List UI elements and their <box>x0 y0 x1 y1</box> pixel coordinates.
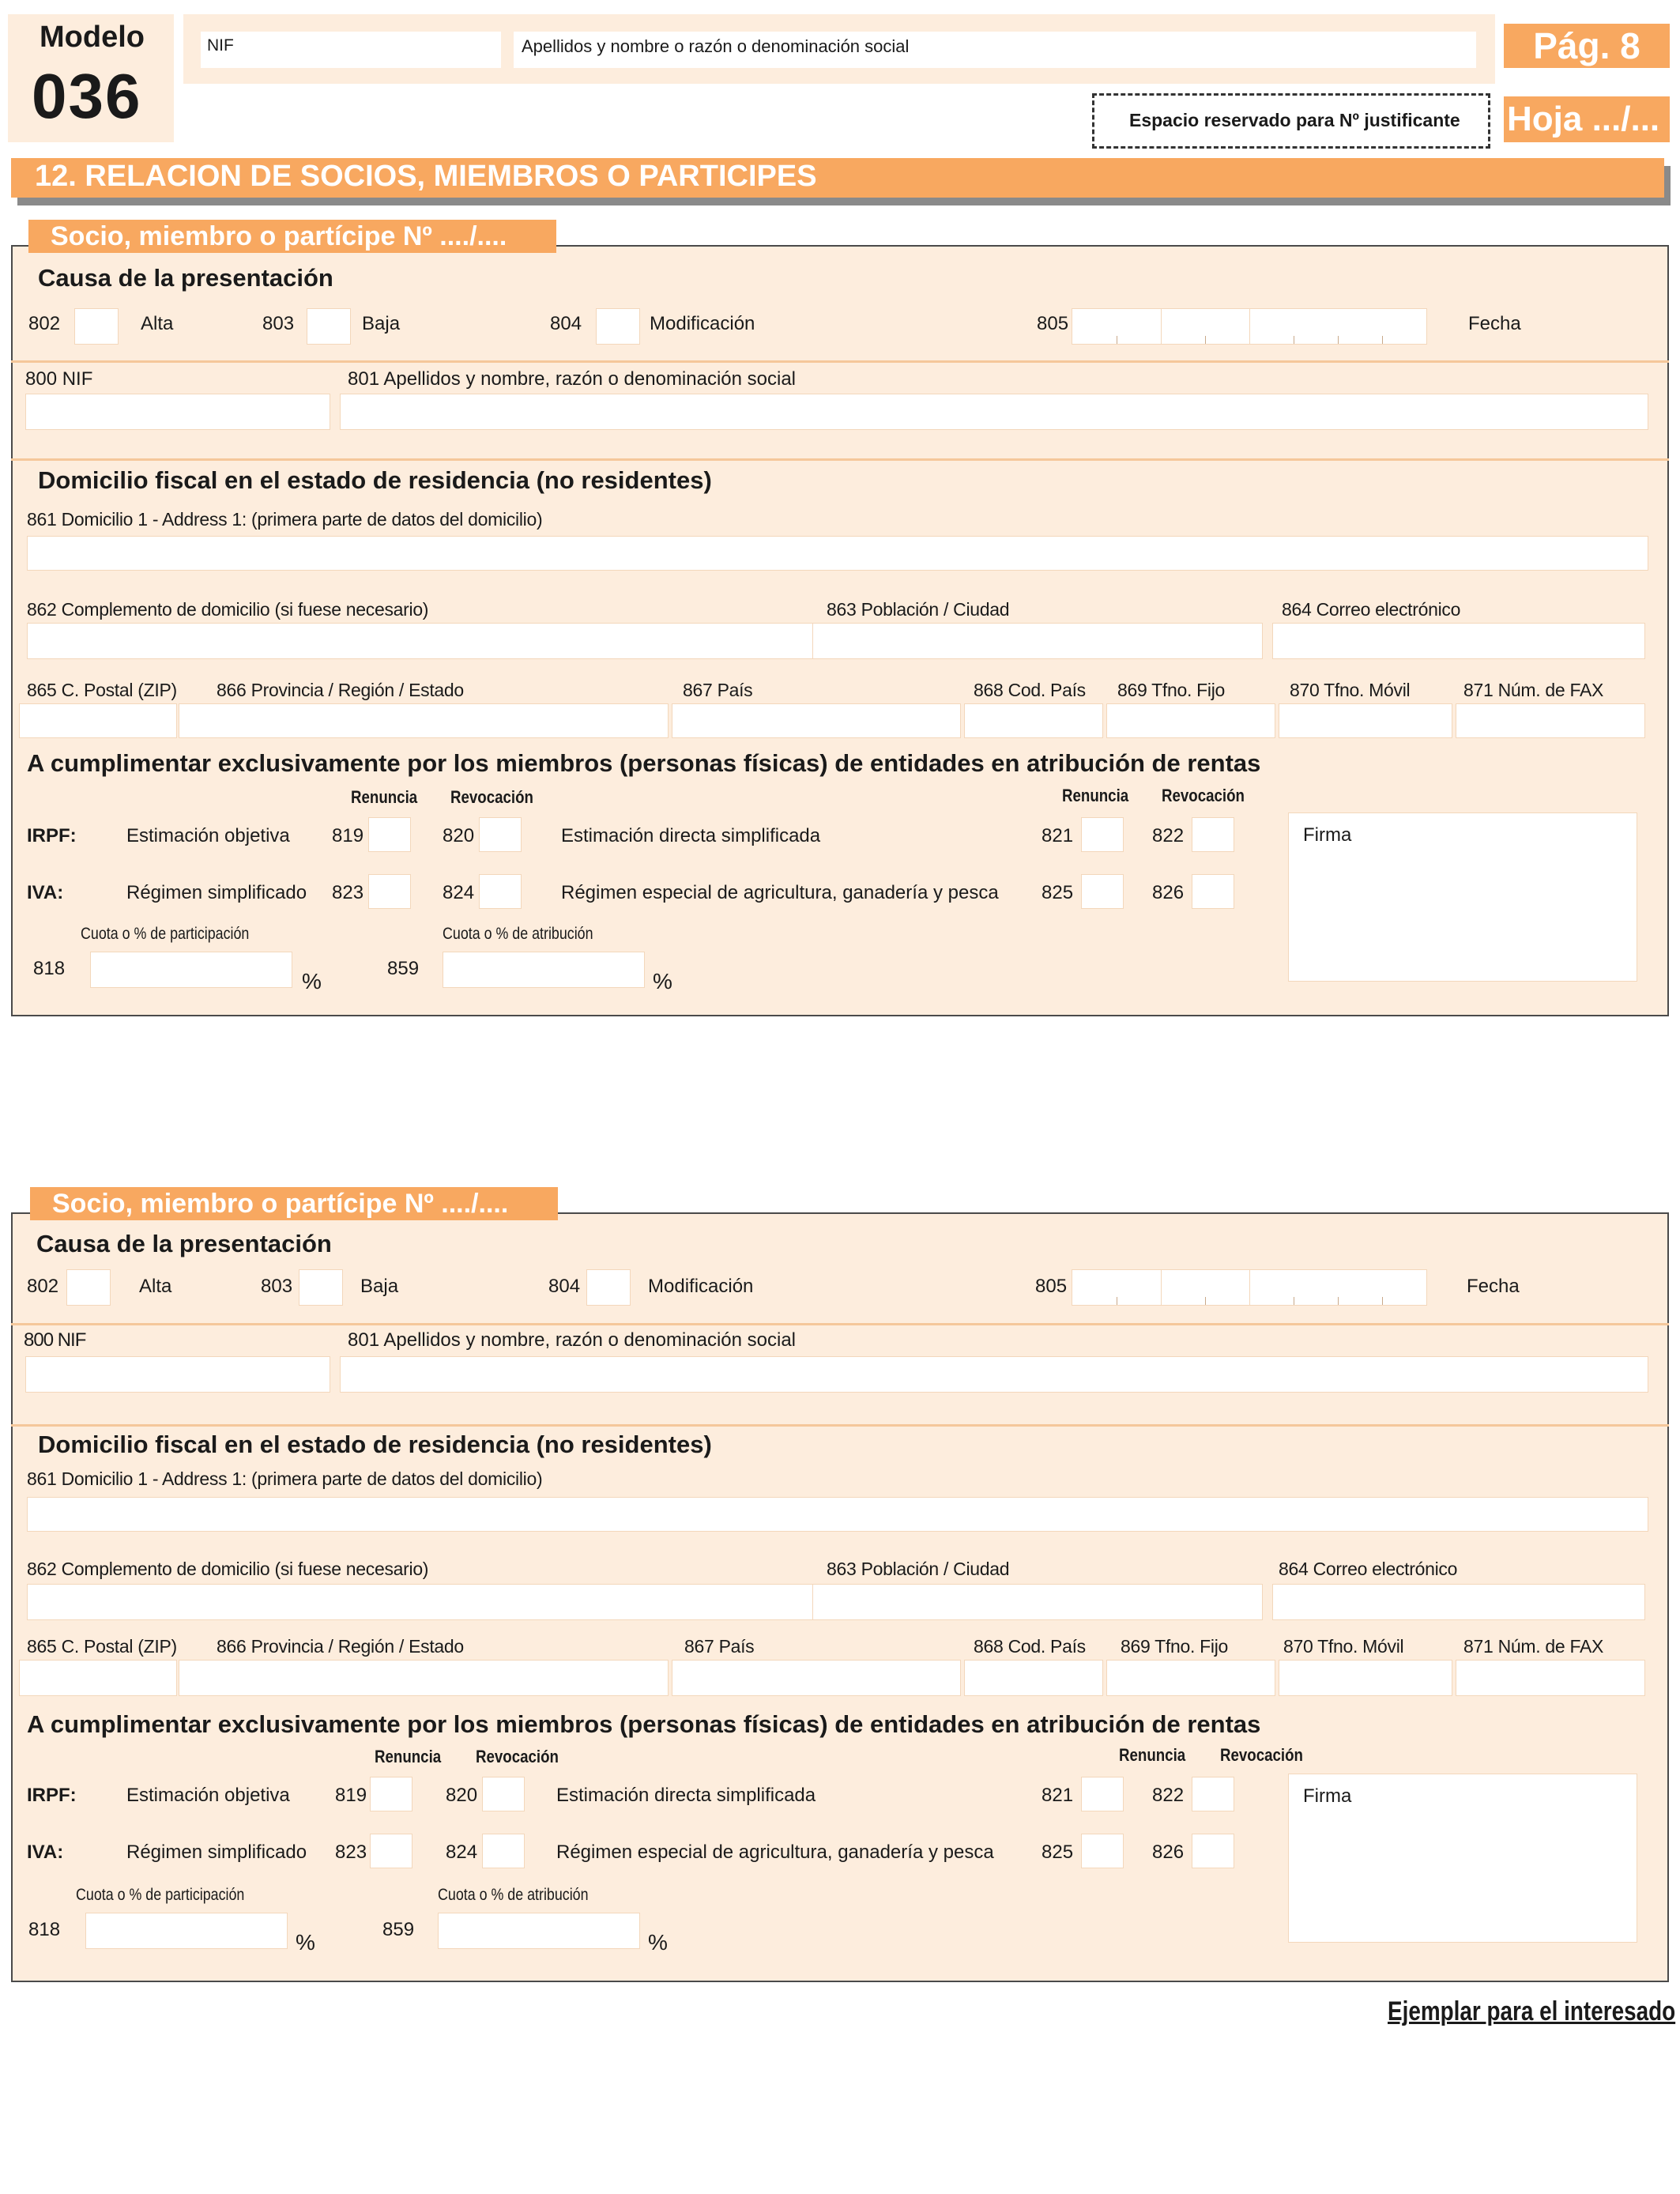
code-803: 803 <box>262 313 295 334</box>
alta-label: Alta <box>139 1276 172 1297</box>
domicilio-title: Domicilio fiscal en el estado de residencia (no residentes) <box>38 1431 712 1458</box>
d871-field[interactable] <box>1456 1660 1645 1696</box>
justificante-label: Espacio reservado para Nº justificante <box>1129 110 1460 130</box>
cuota-participacion-label: Cuota o % de participación <box>76 1886 245 1904</box>
checkbox-alta[interactable] <box>74 308 119 345</box>
d861-label: 861 Domicilio 1 - Address 1: (primera parte de datos del domicilio) <box>27 1468 543 1489</box>
socio-tab-title: Socio, miembro o partícipe Nº ..../.... <box>28 220 556 253</box>
d869-field[interactable] <box>1106 1660 1275 1696</box>
date-tick <box>1382 336 1383 344</box>
code-822: 822 <box>1152 1785 1185 1806</box>
d866-label: 866 Provincia / Región / Estado <box>217 1636 464 1657</box>
socio-block-1 <box>11 221 1669 1016</box>
d870-field[interactable] <box>1279 1660 1452 1696</box>
firma-field[interactable] <box>1288 812 1637 982</box>
d869-label: 869 Tfno. Fijo <box>1121 1636 1229 1657</box>
d868-field[interactable] <box>964 1660 1103 1696</box>
checkbox-823[interactable] <box>370 1834 412 1868</box>
checkbox-825[interactable] <box>1081 874 1124 909</box>
apellidos-field[interactable] <box>340 394 1648 430</box>
code-821: 821 <box>1042 825 1074 846</box>
checkbox-824[interactable] <box>479 874 522 909</box>
code-820: 820 <box>443 825 475 846</box>
code-825: 825 <box>1042 1842 1074 1863</box>
checkbox-baja[interactable] <box>307 308 351 345</box>
d871-label: 871 Núm. de FAX <box>1463 1636 1604 1657</box>
d868-label: 868 Cod. País <box>974 1636 1086 1657</box>
cuota-participacion-field[interactable] <box>90 952 292 988</box>
header-apellidos-field[interactable] <box>514 32 1476 68</box>
code-802: 802 <box>27 1276 59 1297</box>
apellidos-label: 801 Apellidos y nombre, razón o denominación social <box>348 1329 797 1351</box>
code-802: 802 <box>28 313 61 334</box>
cuota-atribucion-label: Cuota o % de atribución <box>443 925 593 943</box>
baja-label: Baja <box>360 1276 399 1297</box>
justificante-box <box>1092 93 1490 149</box>
modelo-number: 036 <box>32 61 142 131</box>
nif-label: 800 NIF <box>25 368 93 390</box>
date-divider <box>1249 309 1250 344</box>
checkbox-819[interactable] <box>370 1777 412 1811</box>
date-tick <box>1205 1297 1206 1305</box>
date-tick <box>1338 336 1339 344</box>
checkbox-822[interactable] <box>1192 1777 1234 1811</box>
d863-field[interactable] <box>812 623 1263 659</box>
d867-field[interactable] <box>672 703 961 738</box>
nif-field[interactable] <box>25 1356 330 1393</box>
regimen-simplificado-label: Régimen simplificado <box>126 1842 307 1863</box>
apellidos-field[interactable] <box>340 1356 1648 1393</box>
d870-label: 870 Tfno. Móvil <box>1283 1636 1404 1657</box>
cuota-atribucion-label: Cuota o % de atribución <box>438 1886 589 1904</box>
d865-field[interactable] <box>19 1660 177 1696</box>
checkbox-821[interactable] <box>1081 817 1124 852</box>
separator <box>11 458 1669 461</box>
percent-sign: % <box>653 969 672 993</box>
cuota-participacion-field[interactable] <box>85 1913 288 1949</box>
header-nif-field[interactable] <box>201 32 501 68</box>
d867-label: 867 País <box>683 680 753 700</box>
estimacion-directa-label: Estimación directa simplificada <box>556 1785 816 1806</box>
causa-title: Causa de la presentación <box>38 264 333 292</box>
socio-tab-title: Socio, miembro o partícipe Nº ..../.... <box>30 1187 558 1220</box>
date-tick <box>1382 1297 1383 1305</box>
firma-field[interactable] <box>1288 1774 1637 1943</box>
irpf-label: IRPF: <box>27 825 77 846</box>
section-title: 12. RELACION DE SOCIOS, MIEMBROS O PARTICIPES <box>11 158 1664 198</box>
checkbox-modificacion[interactable] <box>596 308 640 345</box>
percent-sign: % <box>302 969 322 993</box>
atribucion-title: A cumplimentar exclusivamente por los miembros (personas físicas) de entidades en atribución de rentas <box>27 1710 1261 1738</box>
code-824: 824 <box>443 882 475 903</box>
domicilio-title: Domicilio fiscal en el estado de residencia (no residentes) <box>38 466 712 494</box>
d862-label: 862 Complemento de domicilio (si fuese necesario) <box>27 599 429 620</box>
code-804: 804 <box>548 1276 581 1297</box>
code-821: 821 <box>1042 1785 1074 1806</box>
checkbox-824[interactable] <box>482 1834 525 1868</box>
d863-label: 863 Población / Ciudad <box>827 599 1010 620</box>
code-823: 823 <box>335 1842 367 1863</box>
revocacion-label: Revocación <box>476 1747 559 1766</box>
code-819: 819 <box>335 1785 367 1806</box>
cuota-atribucion-field[interactable] <box>443 952 645 988</box>
separator <box>11 360 1669 363</box>
header-nif-label: NIF <box>207 36 234 55</box>
hoja-number: Hoja .../... <box>1504 96 1670 142</box>
percent-sign: % <box>648 1930 668 1955</box>
baja-label: Baja <box>362 313 401 334</box>
d864-field[interactable] <box>1272 623 1645 659</box>
nif-label: 800 NIF <box>24 1329 86 1351</box>
checkbox-820[interactable] <box>479 817 522 852</box>
renuncia-label: Renuncia <box>1119 1745 1186 1765</box>
fecha-label: Fecha <box>1467 1276 1520 1297</box>
code-803: 803 <box>261 1276 293 1297</box>
checkbox-alta[interactable] <box>66 1269 111 1306</box>
fecha-field[interactable] <box>1072 1269 1427 1306</box>
header-identification <box>183 14 1495 84</box>
d862-field[interactable] <box>27 623 822 659</box>
revocacion-label: Revocación <box>1162 786 1245 805</box>
iva-label: IVA: <box>27 1842 64 1863</box>
revocacion-label: Revocación <box>1220 1745 1303 1765</box>
estimacion-objetiva-label: Estimación objetiva <box>126 1785 290 1806</box>
separator <box>11 1424 1669 1427</box>
checkbox-826[interactable] <box>1192 1834 1234 1868</box>
d863-field[interactable] <box>812 1584 1263 1620</box>
d866-label: 866 Provincia / Región / Estado <box>217 680 464 700</box>
checkbox-baja[interactable] <box>299 1269 343 1306</box>
checkbox-821[interactable] <box>1081 1777 1124 1811</box>
date-divider <box>1161 1270 1162 1305</box>
percent-sign: % <box>296 1930 315 1955</box>
code-804: 804 <box>550 313 582 334</box>
irpf-label: IRPF: <box>27 1785 77 1806</box>
d871-field[interactable] <box>1456 703 1645 738</box>
d867-label: 867 País <box>684 1636 755 1657</box>
header-apellidos-label: Apellidos y nombre o razón o denominación social <box>522 36 910 56</box>
d871-label: 871 Núm. de FAX <box>1463 680 1604 700</box>
renuncia-label: Renuncia <box>375 1747 442 1766</box>
d862-label: 862 Complemento de domicilio (si fuese necesario) <box>27 1559 429 1579</box>
revocacion-label: Revocación <box>450 787 533 807</box>
socio-block-2 <box>11 1189 1669 1982</box>
fecha-field[interactable] <box>1072 308 1427 345</box>
d865-label: 865 C. Postal (ZIP) <box>27 1636 177 1657</box>
code-824: 824 <box>446 1842 478 1863</box>
checkbox-825[interactable] <box>1081 1834 1124 1868</box>
d870-field[interactable] <box>1279 703 1452 738</box>
d869-field[interactable] <box>1106 703 1275 738</box>
checkbox-819[interactable] <box>368 817 411 852</box>
d865-field[interactable] <box>19 703 177 738</box>
d863-label: 863 Población / Ciudad <box>827 1559 1010 1579</box>
d866-field[interactable] <box>179 703 669 738</box>
d869-label: 869 Tfno. Fijo <box>1117 680 1226 700</box>
code-822: 822 <box>1152 825 1185 846</box>
code-819: 819 <box>332 825 364 846</box>
cuota-participacion-label: Cuota o % de participación <box>81 925 250 943</box>
d867-field[interactable] <box>672 1660 961 1696</box>
date-divider <box>1249 1270 1250 1305</box>
firma-label: Firma <box>1303 824 1352 846</box>
code-805: 805 <box>1037 313 1069 334</box>
code-820: 820 <box>446 1785 478 1806</box>
date-tick <box>1338 1297 1339 1305</box>
firma-label: Firma <box>1303 1785 1352 1807</box>
checkbox-822[interactable] <box>1192 817 1234 852</box>
d861-label: 861 Domicilio 1 - Address 1: (primera parte de datos del domicilio) <box>27 509 543 530</box>
renuncia-label: Renuncia <box>1062 786 1129 805</box>
alta-label: Alta <box>141 313 174 334</box>
cuota-atribucion-field[interactable] <box>438 1913 640 1949</box>
estimacion-objetiva-label: Estimación objetiva <box>126 825 290 846</box>
code-825: 825 <box>1042 882 1074 903</box>
date-divider <box>1161 309 1162 344</box>
d862-field[interactable] <box>27 1584 822 1620</box>
checkbox-823[interactable] <box>368 874 411 909</box>
code-859: 859 <box>382 1919 415 1940</box>
modificacion-label: Modificación <box>650 313 755 334</box>
checkbox-826[interactable] <box>1192 874 1234 909</box>
d864-label: 864 Correo electrónico <box>1282 599 1461 620</box>
fecha-label: Fecha <box>1468 313 1521 334</box>
nif-field[interactable] <box>25 394 330 430</box>
d866-field[interactable] <box>179 1660 669 1696</box>
separator <box>11 1323 1669 1325</box>
modelo-box <box>8 14 174 142</box>
regimen-simplificado-label: Régimen simplificado <box>126 882 307 903</box>
d864-field[interactable] <box>1272 1584 1645 1620</box>
iva-label: IVA: <box>27 882 64 903</box>
modificacion-label: Modificación <box>648 1276 754 1297</box>
estimacion-directa-label: Estimación directa simplificada <box>561 825 821 846</box>
renuncia-label: Renuncia <box>351 787 418 807</box>
d870-label: 870 Tfno. Móvil <box>1290 680 1411 700</box>
regimen-especial-label: Régimen especial de agricultura, ganadería y pesca <box>561 882 999 903</box>
apellidos-label: 801 Apellidos y nombre, razón o denominación social <box>348 368 797 390</box>
regimen-especial-label: Régimen especial de agricultura, ganadería y pesca <box>556 1842 994 1863</box>
date-tick <box>1205 336 1206 344</box>
d868-label: 868 Cod. País <box>974 680 1086 700</box>
code-826: 826 <box>1152 1842 1185 1863</box>
code-826: 826 <box>1152 882 1185 903</box>
checkbox-820[interactable] <box>482 1777 525 1811</box>
d865-label: 865 C. Postal (ZIP) <box>27 680 177 700</box>
code-805: 805 <box>1035 1276 1068 1297</box>
d861-field[interactable] <box>27 536 1648 571</box>
d861-field[interactable] <box>27 1497 1648 1532</box>
code-818: 818 <box>28 1919 61 1940</box>
d868-field[interactable] <box>964 703 1103 738</box>
code-823: 823 <box>332 882 364 903</box>
d864-label: 864 Correo electrónico <box>1279 1559 1458 1579</box>
checkbox-modificacion[interactable] <box>586 1269 631 1306</box>
modelo-label: Modelo <box>40 21 145 54</box>
code-859: 859 <box>387 958 420 979</box>
page-number: Pág. 8 <box>1504 24 1670 68</box>
causa-title: Causa de la presentación <box>36 1230 332 1257</box>
footer-ejemplar: Ejemplar para el interesado <box>1388 1996 1676 2026</box>
atribucion-title: A cumplimentar exclusivamente por los miembros (personas físicas) de entidades en atribución de rentas <box>27 749 1261 777</box>
code-818: 818 <box>33 958 66 979</box>
